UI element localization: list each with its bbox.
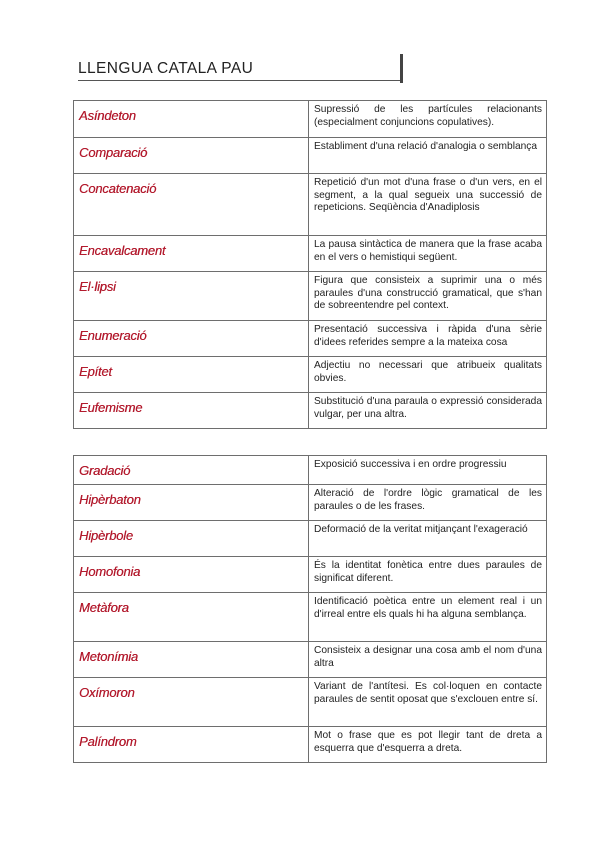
term-label: Hipèrbole (79, 528, 133, 543)
term-cell (74, 357, 309, 393)
definition-cell (309, 236, 547, 272)
definition-text: És la identitat fonètica entre dues paraules de significat diferent. (314, 560, 542, 584)
term-label: Gradació (79, 463, 131, 478)
definition-text: Substitució d'una paraula o expressió considerada vulgar, per una altra. (314, 396, 542, 420)
definition-cell (309, 727, 547, 763)
definition-cell (309, 393, 547, 429)
term-cell (74, 485, 309, 521)
term-label: Comparació (79, 145, 148, 160)
term-label: Homofonia (79, 564, 141, 579)
definition-cell (309, 678, 547, 727)
definition-cell (309, 642, 547, 678)
term-cell (74, 727, 309, 763)
glossary-table-1 (73, 100, 547, 429)
term-cell (74, 101, 309, 138)
term-cell (74, 521, 309, 557)
term-label: Palíndrom (79, 734, 137, 749)
table-row (74, 678, 547, 727)
term-label: Hipèrbaton (79, 492, 141, 507)
table-row (74, 101, 547, 138)
definition-text: Repetició d'un mot d'una frase o d'un vers, en el segment, a la qual segueix una successió de repeticions. Seqüència d'Anadiplosis (314, 177, 542, 214)
page-header (78, 54, 408, 86)
definition-cell (309, 272, 547, 321)
table-row (74, 557, 547, 593)
table-row (74, 357, 547, 393)
definition-cell (309, 456, 547, 485)
term-cell (74, 678, 309, 727)
definition-text: Consisteix a designar una cosa amb el nom d'una altra (314, 645, 542, 669)
table-row (74, 272, 547, 321)
definition-cell (309, 357, 547, 393)
definition-text: Presentació successiva i ràpida d'una sèrie d'idees referides sempre a la mateixa cosa (314, 324, 542, 348)
definition-text: Alteració de l'ordre lògic gramatical de les paraules o de les frases. (314, 488, 542, 512)
table-row (74, 393, 547, 429)
table-row (74, 727, 547, 763)
definition-text: La pausa sintàctica de manera que la frase acaba en el vers o hemistiqui següent. (314, 239, 542, 263)
definition-text: Variant de l'antítesi. Es col·loquen en contacte paraules de sentit oposat que s'exclouen entre sí. (314, 681, 542, 705)
term-cell (74, 138, 309, 174)
term-label: El·lipsi (79, 279, 116, 294)
term-cell (74, 174, 309, 236)
term-cell (74, 593, 309, 642)
page-title: LLENGUA CATALA PAU (78, 60, 254, 77)
term-label: Encavalcament (79, 243, 166, 258)
definition-text: Deformació de la veritat mitjançant l'exageració (314, 524, 528, 535)
term-label: Metonímia (79, 649, 138, 664)
table-row (74, 138, 547, 174)
definition-text: Supressió de les partícules relacionants (especialment conjuncions copulatives). (314, 104, 542, 128)
definition-text: Figura que consisteix a suprimir una o més paraules d'una construcció gramatical, que s'han de sobreentendre pel context. (314, 275, 542, 312)
definition-text: Adjectiu no necessari que atribueix qualitats obvies. (314, 360, 542, 384)
definition-text: Mot o frase que es pot llegir tant de dreta a esquerra que d'esquerra a dreta. (314, 730, 542, 754)
definition-cell (309, 321, 547, 357)
definition-text: Establiment d'una relació d'analogia o semblança (314, 141, 538, 152)
definition-cell (309, 521, 547, 557)
term-cell (74, 321, 309, 357)
definition-cell (309, 485, 547, 521)
table-row (74, 174, 547, 236)
table-row (74, 485, 547, 521)
table-row (74, 321, 547, 357)
term-label: Oxímoron (79, 685, 135, 700)
term-label: Eufemisme (79, 400, 143, 415)
header-rule (78, 80, 400, 81)
definition-text: Exposició successiva i en ordre progressiu (314, 459, 507, 470)
term-label: Enumeració (79, 328, 147, 343)
term-label: Concatenació (79, 181, 157, 196)
term-label: Asíndeton (79, 108, 136, 123)
term-label: Metàfora (79, 600, 129, 615)
term-cell (74, 272, 309, 321)
definition-cell (309, 138, 547, 174)
table-row (74, 521, 547, 557)
term-cell (74, 456, 309, 485)
definition-text: Identificació poètica entre un element real i un d'irreal entre els quals hi ha alguna semblança. (314, 596, 542, 620)
definition-cell (309, 174, 547, 236)
term-cell (74, 393, 309, 429)
definition-cell (309, 101, 547, 138)
table-row (74, 642, 547, 678)
table-row (74, 593, 547, 642)
definition-cell (309, 557, 547, 593)
term-cell (74, 557, 309, 593)
term-label: Epítet (79, 364, 112, 379)
definition-cell (309, 593, 547, 642)
glossary-table-2 (73, 455, 547, 763)
header-vertical-bar (400, 54, 403, 83)
table-row (74, 456, 547, 485)
term-cell (74, 236, 309, 272)
table-row (74, 236, 547, 272)
term-cell (74, 642, 309, 678)
